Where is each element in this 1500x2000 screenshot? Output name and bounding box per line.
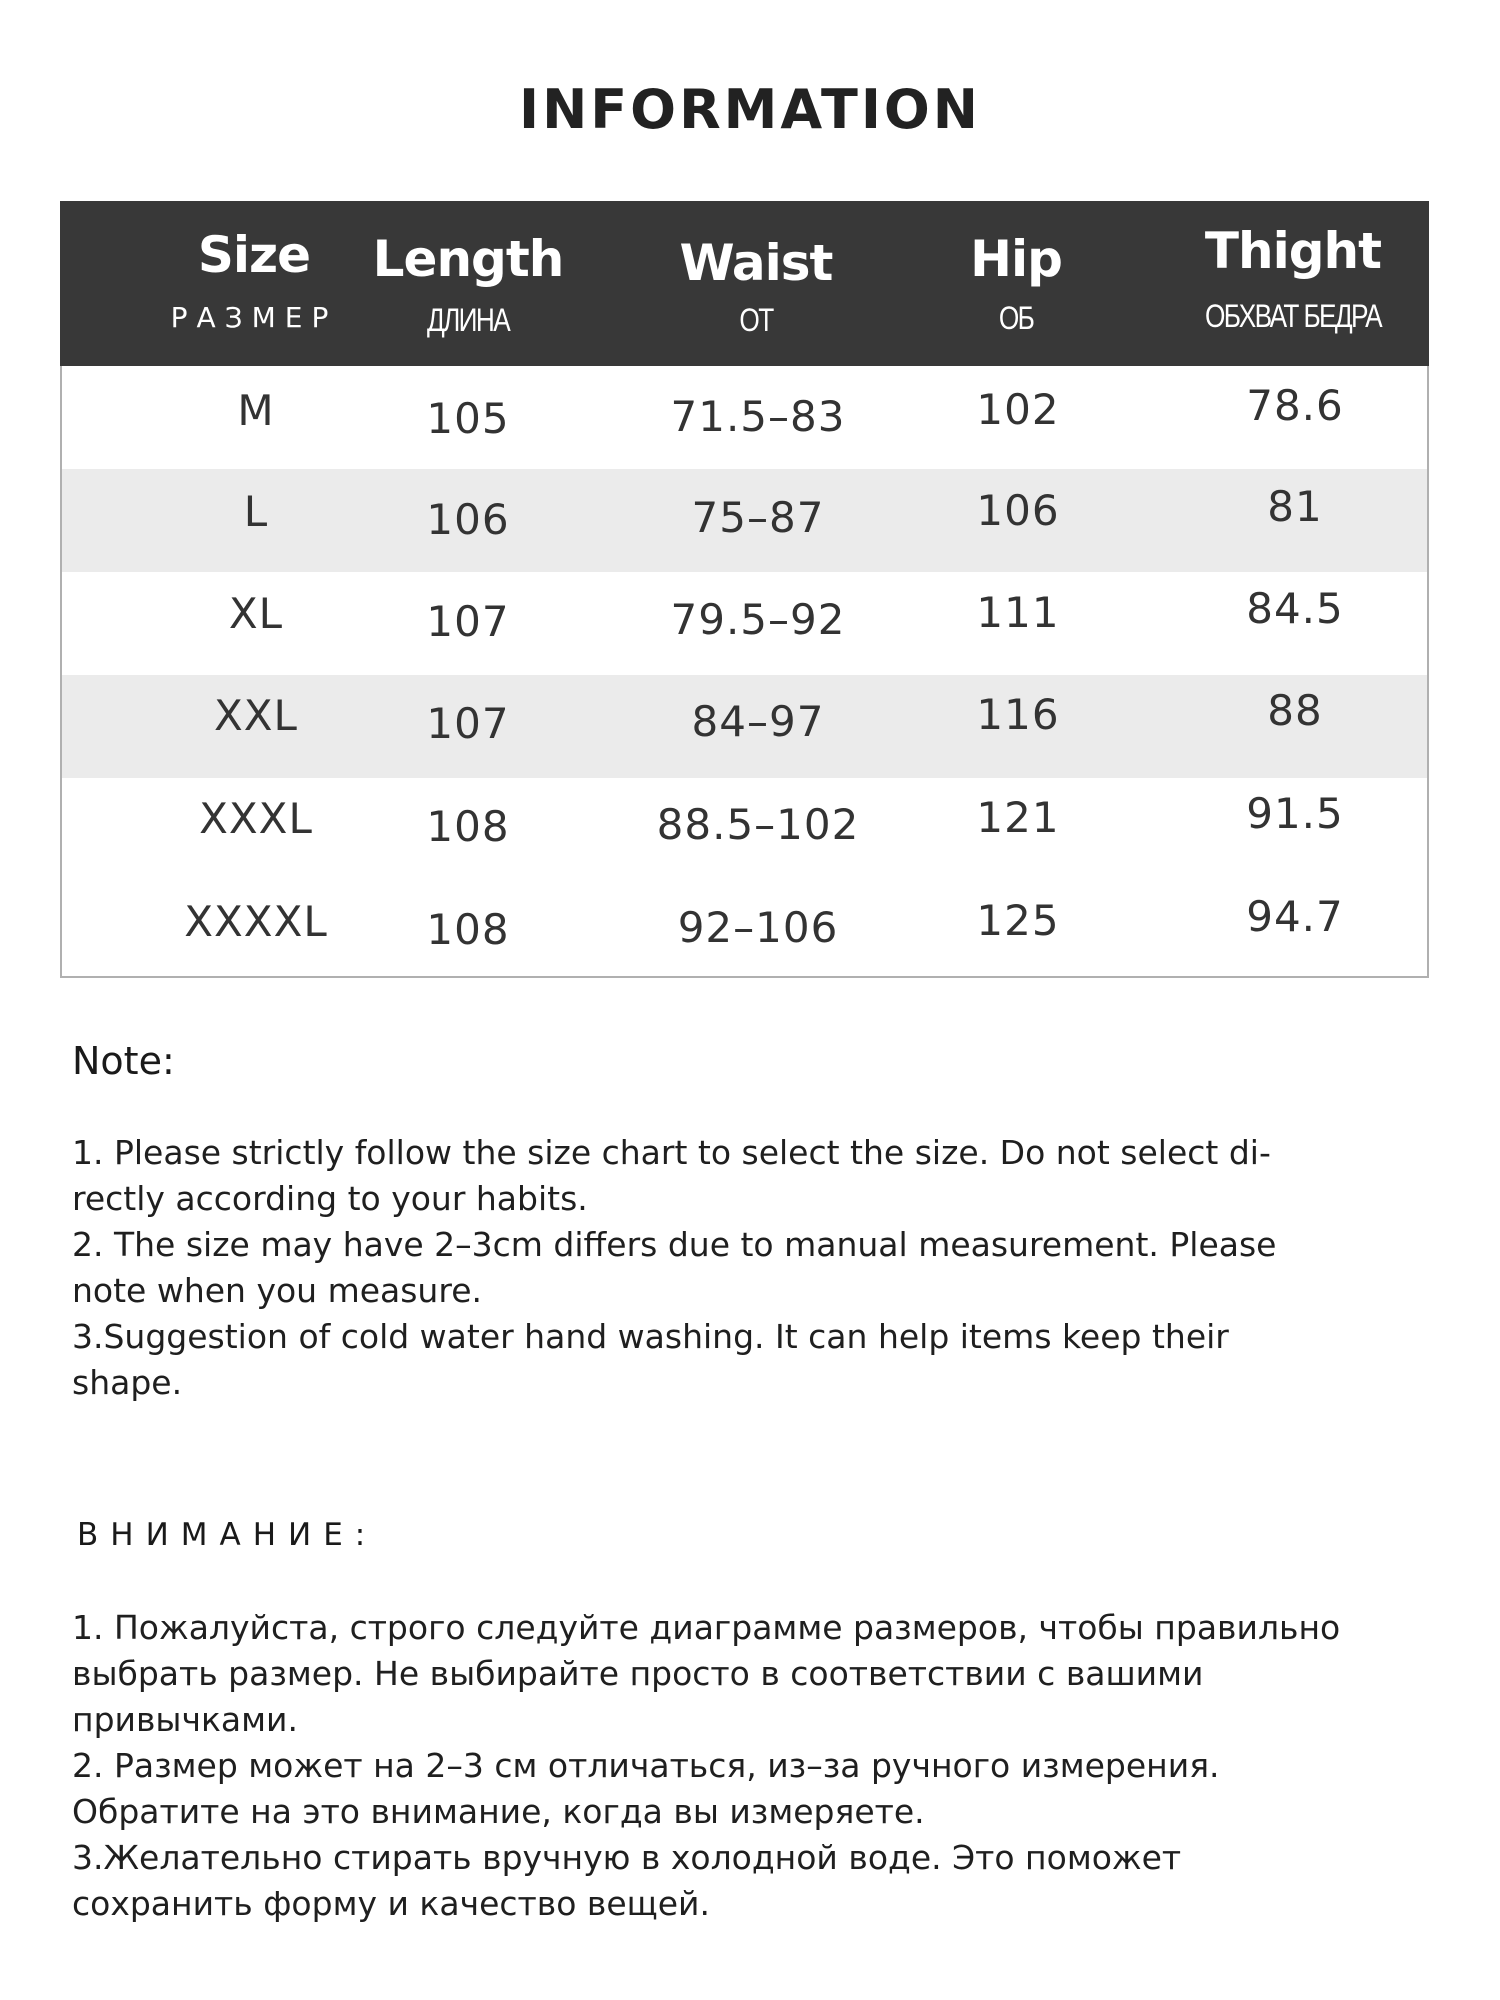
cell-thigh: 94.7 [1246, 892, 1344, 941]
header-waist [606, 201, 906, 366]
cell-hip: 106 [976, 486, 1060, 535]
cell-thigh: 81 [1267, 482, 1323, 531]
attention-line: 3.Желательно стирать вручную в холодной воде. Это поможет [72, 1838, 1182, 1877]
cell-size: XXL [214, 691, 298, 740]
attention-heading: ВНИМАНИЕ: [77, 1517, 378, 1553]
cell-thigh: 78.6 [1246, 381, 1344, 430]
cell-hip: 121 [976, 793, 1060, 842]
cell-length: 106 [426, 495, 510, 544]
attention-line: 2. Размер может на 2–3 см отличаться, из–за ручного измерения. [72, 1746, 1220, 1785]
note-line: 2. The size may have 2–3cm differs due to manual measurement. Please [72, 1225, 1277, 1264]
cell-length: 108 [426, 802, 510, 851]
cell-size: L [243, 487, 269, 536]
cell-hip: 125 [976, 896, 1060, 945]
note-line: shape. [72, 1363, 183, 1402]
cell-size: XXXL [199, 794, 313, 843]
cell-length: 105 [426, 394, 510, 443]
attention-line: привычками. [72, 1700, 298, 1739]
cell-waist: 92–106 [677, 903, 839, 952]
header-thigh-label: Thight [1204, 222, 1382, 280]
cell-length: 108 [426, 905, 510, 954]
cell-waist: 88.5–102 [656, 800, 860, 849]
size-chart-table [60, 201, 1429, 978]
table-row [62, 778, 1427, 881]
cell-size: XL [228, 589, 284, 638]
header-size-sublabel: РАЗМЕР [170, 301, 338, 334]
cell-thigh: 84.5 [1246, 584, 1344, 633]
attention-line: 1. Пожалуйста, строго следуйте диаграмме размеров, чтобы правильно [72, 1608, 1341, 1647]
attention-line: выбрать размер. Не выбирайте просто в соответствии с вашими [72, 1654, 1204, 1693]
note-line: 1. Please strictly follow the size chart to select the size. Do not select di- [72, 1133, 1271, 1172]
cell-thigh: 88 [1267, 686, 1323, 735]
header-size-label: Size [197, 226, 311, 284]
header-hip [866, 201, 1166, 366]
table-row [62, 572, 1427, 675]
cell-size: M [237, 386, 275, 435]
cell-length: 107 [426, 699, 510, 748]
page-title: INFORMATION [518, 78, 982, 141]
attention-body [72, 1605, 1432, 1927]
table-row [62, 366, 1427, 469]
note-line: rectly according to your habits. [72, 1179, 588, 1218]
cell-size: XXXXL [184, 897, 328, 946]
table-row [62, 675, 1427, 778]
cell-hip: 116 [976, 690, 1060, 739]
cell-waist: 71.5–83 [670, 392, 846, 441]
header-length-sublabel: ДЛИНА [426, 302, 510, 338]
cell-hip: 111 [976, 588, 1060, 637]
attention-line: Обратите на это внимание, когда вы измеряете. [72, 1792, 925, 1831]
header-thigh-sublabel: ОБХВАТ БЕДРА [1204, 298, 1382, 334]
note-heading: Note: [72, 1039, 175, 1083]
header-length [318, 201, 618, 366]
note-line: 3.Suggestion of cold water hand washing. It can help items keep their [72, 1317, 1229, 1356]
header-thigh [1143, 201, 1443, 366]
note-body [72, 1130, 1382, 1406]
table-row [62, 469, 1427, 572]
table-header [60, 201, 1429, 366]
cell-thigh: 91.5 [1246, 789, 1344, 838]
header-waist-sublabel: ОТ [739, 302, 773, 338]
table-row [62, 881, 1427, 976]
header-hip-sublabel: ОБ [998, 300, 1034, 336]
cell-waist: 75–87 [691, 493, 825, 542]
cell-length: 107 [426, 597, 510, 646]
note-line: note when you measure. [72, 1271, 482, 1310]
cell-waist: 79.5–92 [670, 595, 846, 644]
attention-line: сохранить форму и качество вещей. [72, 1884, 710, 1923]
cell-hip: 102 [976, 385, 1060, 434]
header-hip-label: Hip [970, 230, 1062, 288]
header-waist-label: Waist [679, 234, 833, 292]
cell-waist: 84–97 [691, 697, 825, 746]
header-length-label: Length [372, 230, 564, 288]
